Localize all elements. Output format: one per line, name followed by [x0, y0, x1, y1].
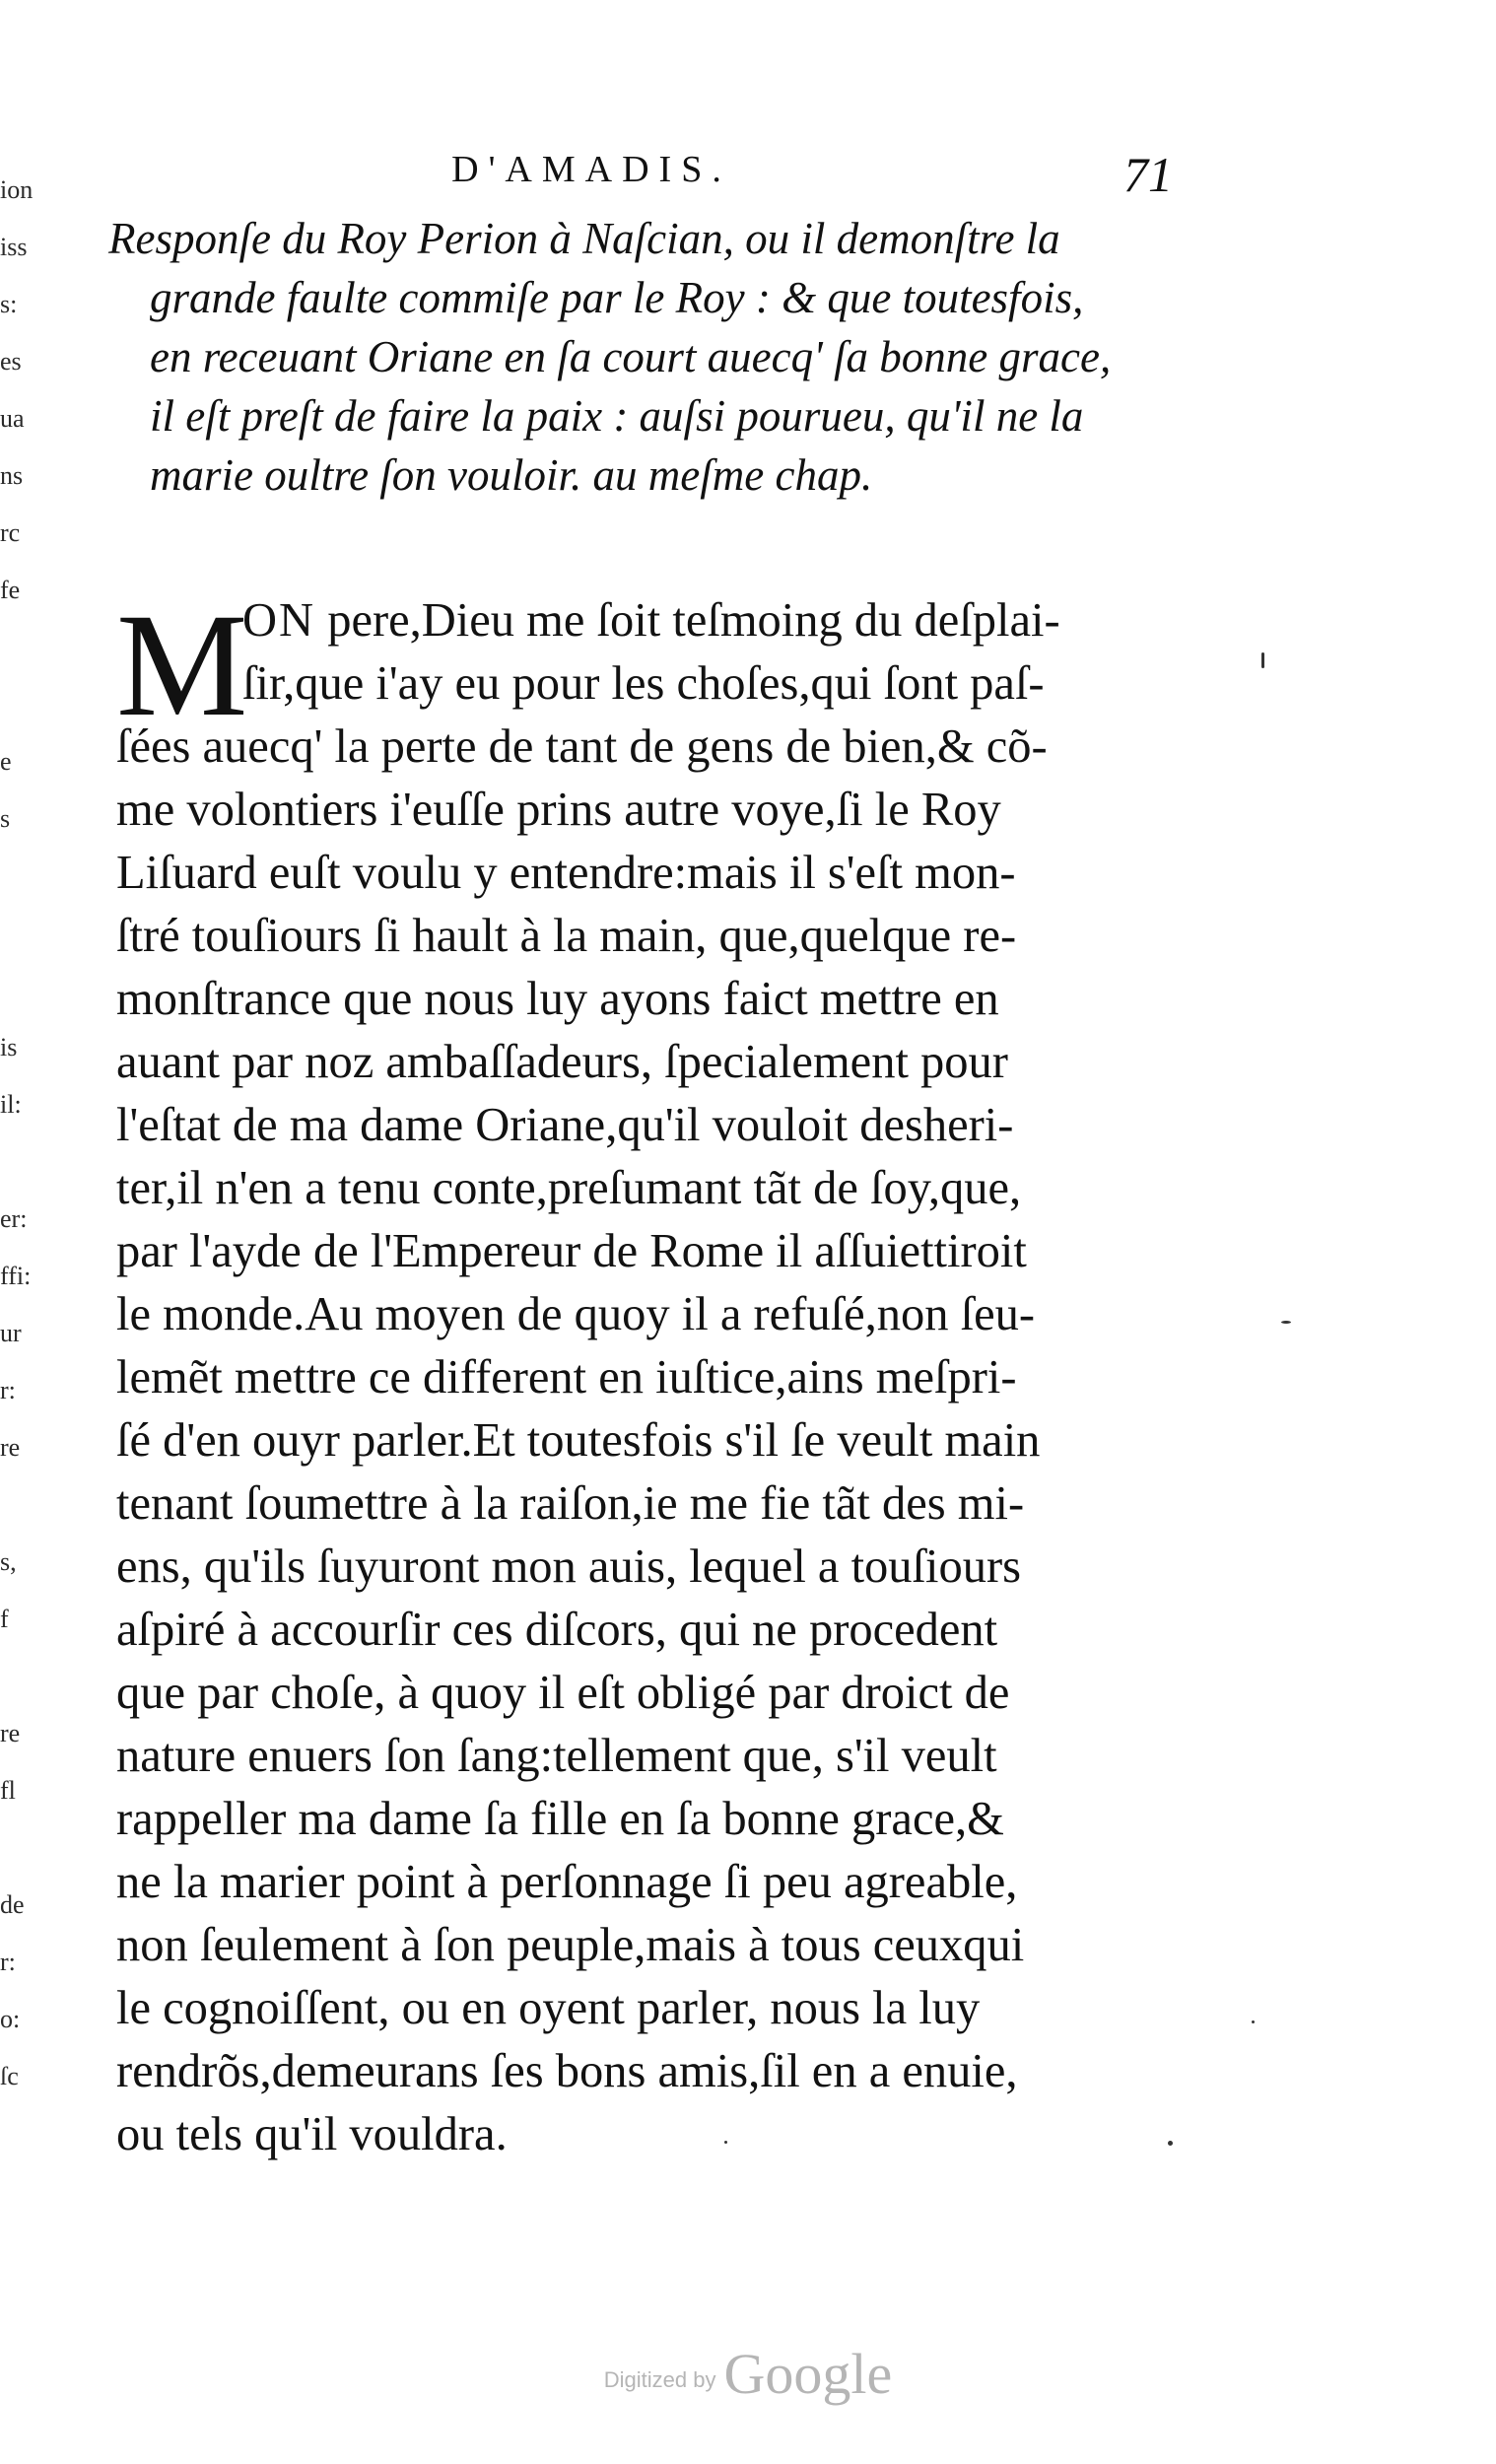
body-line: ter,il n'en a tenu conte,preſumant tãt de ſoy,que, [116, 1162, 1022, 1214]
ink-speck [1281, 1321, 1291, 1324]
body-line: ens, qu'ils ſuyuront mon auis, lequel a touſiours [116, 1540, 1022, 1593]
body-line: non ſeulement à ſon peuple,mais à tous ceuxqui [116, 1919, 1025, 1971]
body-line: rendrõs,demeurans ſes bons amis,ſil en a enuie, [116, 2045, 1018, 2097]
bleed-fragment: o: [0, 2007, 21, 2033]
bleed-fragment: ur [0, 1321, 22, 1347]
digitizer-watermark [0, 2341, 1496, 2407]
bleed-fragment [0, 1664, 41, 1721]
ink-speck [724, 2141, 727, 2144]
drop-cap: M [116, 583, 248, 747]
bleed-fragment: re [0, 1721, 21, 1747]
bleed-fragment: s [0, 806, 11, 833]
ink-speck [1261, 652, 1264, 668]
body-line: ſtré touſiours ſi hault à la main, que,quelque re- [116, 910, 1017, 962]
body-line: ſées auecq' la perte de tant de gens de bien,& cõ- [116, 720, 1048, 773]
bleed-fragment: ſc [0, 2064, 19, 2090]
heading-line: Responſe du Roy Perion à Naſcian, ou il demonſtre la [108, 214, 1060, 263]
bleed-fragment [0, 692, 41, 749]
bleed-fragment: e [0, 749, 12, 776]
body-line: le monde.Au moyen de quoy il a refuſé,non ſeu- [116, 1288, 1036, 1340]
bleed-fragment: de [0, 1892, 25, 1919]
bleed-fragment: is [0, 1035, 18, 1061]
bleed-fragment: s, [0, 1549, 17, 1576]
body-line: ſir,que i'ay eu pour les choſes,qui ſont paſ- [242, 657, 1045, 710]
body-line: l'eſtat de ma dame Oriane,qu'il vouloit desheri- [116, 1099, 1014, 1151]
facing-page-bleed [0, 177, 41, 2121]
google-wordmark: Google [723, 2342, 893, 2406]
bleed-fragment [0, 635, 41, 692]
body-line: Liſuard euſt voulu y entendre:mais il s'eſt mon- [116, 847, 1016, 899]
bleed-fragment: fl [0, 1778, 16, 1805]
body-line: nature enuers ſon ſang:tellement que, s'il veult [116, 1730, 997, 1782]
heading-line: grande faulte commiſe par le Roy : & que toutesfois, [150, 273, 1084, 322]
bleed-fragment [0, 863, 41, 921]
watermark-prefix: Digitized by [603, 2367, 716, 2392]
heading-line: en receuant Oriane en ſa court auecq' ſa bonne grace, [150, 332, 1112, 381]
bleed-fragment: s: [0, 292, 18, 318]
heading-line: marie oultre ſon vouloir. au meſme chap. [150, 450, 873, 500]
body-line: auant par noz ambaſſadeurs, ſpecialement pour [116, 1036, 1008, 1088]
bleed-fragment: fe [0, 578, 21, 604]
body-line: tenant ſoumettre à la raiſon,ie me fie tãt des mi- [116, 1477, 1025, 1530]
body-line: ne la marier point à perſonnage ſi peu agreable, [116, 1856, 1018, 1908]
body-line: rappeller ma dame ſa fille en ſa bonne grace,& [116, 1793, 1004, 1845]
bleed-fragment [0, 978, 41, 1035]
page-number: 71 [1123, 147, 1173, 202]
body-text [116, 583, 1220, 2166]
chapter-heading [108, 209, 1192, 505]
body-line: lemẽt mettre ce different en iuſtice,ains meſpri- [116, 1351, 1017, 1403]
bleed-fragment [0, 921, 41, 978]
bleed-fragment: er: [0, 1206, 28, 1233]
bleed-fragment [0, 1492, 41, 1549]
bleed-fragment: es [0, 349, 22, 376]
bleed-fragment: ua [0, 406, 25, 433]
body-line: ſé d'en ouyr parler.Et toutesfois s'il ſe veult main [116, 1414, 1041, 1467]
bleed-fragment: ffi: [0, 1264, 32, 1290]
bleed-fragment [0, 1835, 41, 1892]
running-head: D'AMADIS. [451, 149, 731, 190]
opening-text: pere,Dieu me ſoit teſmoing du deſplai- [315, 594, 1060, 647]
body-line: le cognoiſſent, ou en oyent parler, nous la luy [116, 1982, 981, 2034]
opening-caps: ON [242, 594, 316, 647]
bleed-fragment [0, 1149, 41, 1206]
body-line: par l'ayde de l'Empereur de Rome il aſſuiettiroit [116, 1225, 1027, 1277]
bleed-fragment: il: [0, 1092, 22, 1119]
body-line: que par choſe, à quoy il eſt obligé par droict de [116, 1667, 1010, 1719]
bleed-fragment: ns [0, 463, 24, 490]
bleed-fragment: r: [0, 1950, 16, 1976]
body-line: aſpiré à accourſir ces diſcors, qui ne procedent [116, 1604, 998, 1656]
body-line: me volontiers i'euſſe prins autre voye,ſi le Roy [116, 784, 1001, 836]
ink-speck [1168, 2141, 1173, 2146]
bleed-fragment: rc [0, 520, 21, 547]
bleed-fragment: ion [0, 177, 34, 204]
body-line-first [116, 589, 1220, 652]
bleed-fragment: re [0, 1435, 21, 1462]
ink-speck [1252, 2020, 1255, 2023]
body-line: monſtrance que nous luy ayons faict mettre en [116, 973, 999, 1025]
bleed-fragment: iss [0, 235, 28, 261]
heading-line: il eſt preſt de faire la paix : auſsi pourueu, qu'il ne la [150, 391, 1084, 441]
bleed-fragment: f [0, 1607, 9, 1633]
bleed-fragment: r: [0, 1378, 16, 1404]
body-line: ou tels qu'il vouldra. [116, 2108, 508, 2160]
